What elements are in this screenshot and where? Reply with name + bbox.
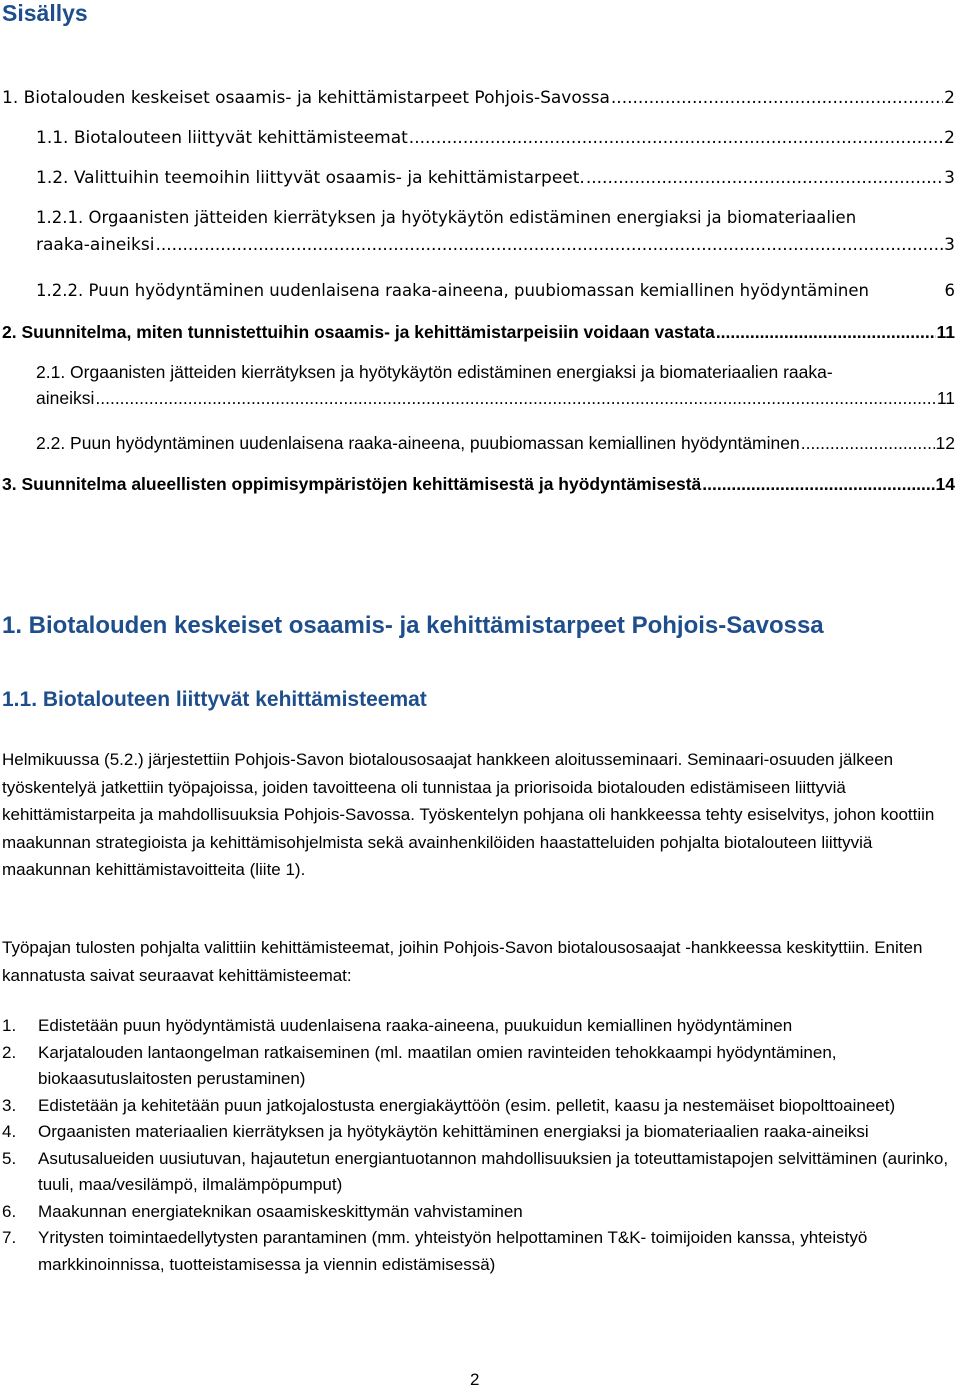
toc-entry-page: 3 [944,168,955,188]
list-item [2,1225,958,1278]
toc-entry-continuation: raaka-aineiksi [36,235,155,255]
list-item-text: Edistetään ja kehitetään puun jatkojalostusta energiakäyttöön (esim. pelletit, kaasu ja nestemäiset biopolttoaineet) [38,1095,896,1115]
list-item-number: 6. [2,1201,17,1221]
list-item-text: Asutusalueiden uusiutuvan, hajautetun energiantuotannon mahdollisuuksien ja toteuttamistapojen selvittäminen (aurinko, tuuli, maa/vesilämpö, ilmalämpöpumput) [38,1148,949,1194]
section-heading: 1. Biotalouden keskeiset osaamis- ja kehittämistarpeet Pohjois-Savossa [2,612,824,639]
toc-entry-label: 2.2. Puun hyödyntäminen uudenlaisena raaka-aineena, puubiomassan kemiallinen hyödyntäminen [36,433,800,453]
toc-entry[interactable] [36,281,955,300]
subsection-heading: 1.1. Biotalouteen liittyvät kehittämisteemat [2,688,427,711]
toc-entry-page: 6 [944,281,955,300]
toc-entry-page: 12 [935,433,955,453]
toc-entry-label[interactable]: 1.2.1. Orgaanisten jätteiden kierrätyksen ja hyötykäytön edistäminen energiaksi ja biomateriaalien [36,208,857,227]
list-item [2,1119,958,1146]
toc-entry-label: 1.2.2. Puun hyödyntäminen uudenlaisena raaka-aineena, puubiomassan kemiallinen hyödyntäminen [36,281,870,300]
development-themes-list [2,1013,958,1278]
toc-entry-label: 1.2. Valittuihin teemoihin liittyvät osaamis- ja kehittämistarpeet. [36,168,585,188]
list-item-text: Orgaanisten materiaalien kierrätyksen ja hyötykäytön kehittäminen energiaksi ja biomateriaalien raaka-aineiksi [38,1122,869,1141]
list-item-text: Karjatalouden lantaongelman ratkaiseminen (ml. maatilan omien ravinteiden tehokkaampi hyödyntäminen, biokaasutuslaitosten perustaminen) [38,1042,837,1088]
body-paragraph: Työpajan tulosten pohjalta valittiin kehittämisteemat, joihin Pohjois-Savon biotalousosaajat -hankkeessa keskityttiin. Eniten kannatusta saivat seuraavat kehittämisteemat: [2,938,923,985]
list-item [2,1040,958,1093]
toc-entry[interactable] [36,235,955,255]
list-item-text: Edistetään puun hyödyntämistä uudenlaisena raaka-aineena, puukuidun kemiallinen hyödyntäminen [38,1016,793,1035]
toc-entry[interactable] [2,88,955,108]
list-item-number: 1. [2,1016,17,1035]
toc-leader-dots [801,433,935,454]
list-item-number: 3. [2,1095,17,1115]
toc-title: Sisällys [2,0,88,26]
toc-entry[interactable] [36,388,955,409]
list-item [2,1093,958,1120]
toc-entry-page: 2 [944,128,955,148]
toc-entry[interactable] [2,322,955,343]
toc-leader-dots [716,322,936,343]
toc-entry-label[interactable]: 2.1. Orgaanisten jätteiden kierrätyksen ja hyötykäytön edistäminen energiaksi ja biomateriaalien raaka- [36,362,833,382]
toc-leader-dots [611,88,943,108]
list-item [2,1013,958,1040]
toc-entry-continuation: aineiksi [36,388,95,408]
toc-entry-label: 1. Biotalouden keskeiset osaamis- ja kehittämistarpeet Pohjois-Savossa [2,88,610,108]
toc-leader-dots [702,474,934,495]
toc-entry-page: 2 [944,88,955,108]
list-item-text: Yritysten toimintaedellytysten parantaminen (mm. yhteistyön helpottaminen T&K- toimijoiden kanssa, yhteistyö markkinoinnissa, tuotteistamisessa ja viennin edistämisessä) [38,1228,868,1274]
toc-leader-dots [409,128,943,148]
page-number: 2 [470,1370,480,1389]
toc-entry[interactable] [36,128,955,148]
toc-entry[interactable] [36,433,955,454]
toc-entry[interactable] [2,474,955,495]
toc-entry-label: 2. Suunnitelma, miten tunnistettuihin osaamis- ja kehittämistarpeisiin voidaan vastata [2,322,715,342]
list-item-number: 7. [2,1228,17,1247]
list-item-number: 2. [2,1042,17,1062]
toc-entry-page: 11 [936,322,955,342]
toc-leader-dots [155,235,943,255]
toc-entry-label: 1.1. Biotalouteen liittyvät kehittämisteemat [36,128,408,148]
toc-entry-page: 3 [944,235,955,255]
list-item-text: Maakunnan energiateknikan osaamiskeskittymän vahvistaminen [38,1201,523,1221]
toc-leader-dots [95,388,935,409]
list-item-number: 5. [2,1148,17,1168]
list-item [2,1146,958,1199]
toc-leader-dots [586,168,943,188]
toc-entry-page: 11 [936,388,955,408]
toc-entry[interactable] [36,168,955,188]
toc-entry-label: 3. Suunnitelma alueellisten oppimisympäristöjen kehittämisestä ja hyödyntämisestä [2,474,702,494]
body-paragraph: Helmikuussa (5.2.) järjestettiin Pohjois-Savon biotalousosaajat hankkeen aloitusseminaari. Seminaari-osuuden jälkeen työskentelyä jatkettiin työpajoissa, joiden tavoitteena oli tunnistaa ja priorisoida biotalouden edistämiseen liittyviä kehittämistarpeita ja mahdollisuuksia Pohjois-Savossa. Työskentelyn pohjana oli hankkeessa tehty esiselvitys, johon koottiin maakunnan strategioista ja kehittämisohjelmista sekä avainhenkilöiden haastatteluiden pohjalta biotalouteen liittyviä maakunnan kehittämistavoitteita (liite 1). [2,750,935,879]
toc-entry-page: 14 [935,474,955,494]
list-item [2,1199,958,1226]
list-item-number: 4. [2,1122,17,1141]
